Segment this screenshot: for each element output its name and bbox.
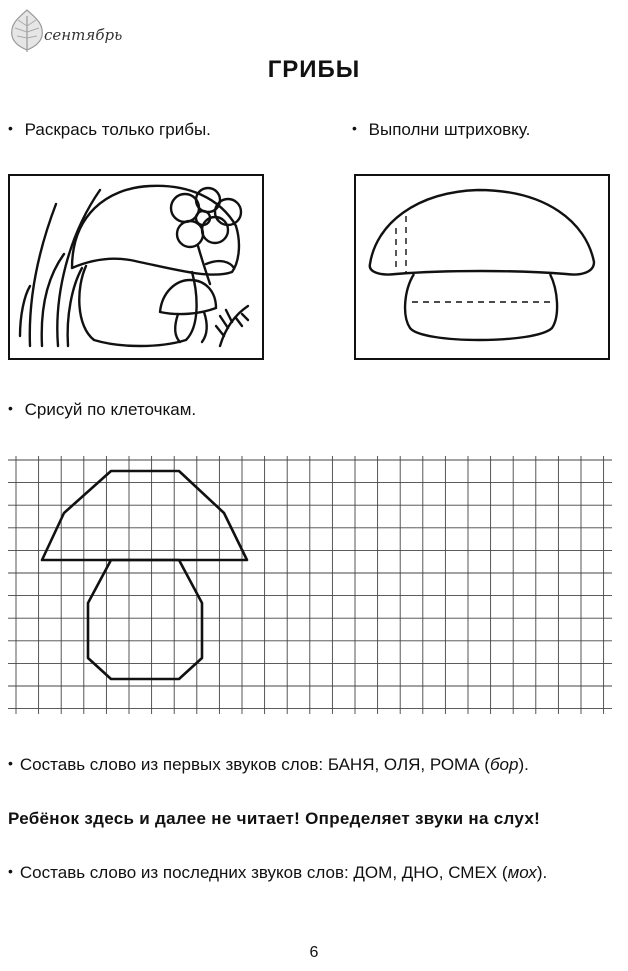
grid-mushroom-outline [42,471,247,679]
sound-task-last-close: ). [536,863,548,882]
page-title: ГРИБЫ [267,56,361,83]
mushroom-hatching-drawing [356,176,608,358]
sound-task-first-answer: бор [489,755,519,774]
sound-task-last-answer: мох [507,863,537,882]
sound-task-first-text: • Составь слово из первых звуков слов: БАНЯ, ОЛЯ, РОМА [8,755,480,774]
task-copy-by-grid-label: Срисуй по клеточкам. [24,400,197,419]
task-hatching [352,120,530,140]
mushroom-coloring-drawing [10,176,262,358]
sound-task-first-close: ). [518,755,529,774]
teacher-note: Ребёнок здесь и далее не читает! Определяет звуки на слух! [8,809,541,828]
sound-task-first-open: ( [484,755,490,774]
mushroom-hatching-picture [354,174,610,360]
task-color-mushrooms-label: Раскрась только грибы. [24,120,211,139]
page-number: 6 [309,944,319,961]
sound-task-first [8,752,620,778]
mushroom-coloring-picture [8,174,264,360]
leaf-icon [6,8,48,54]
task-copy-by-grid [8,400,196,420]
sound-task-last-text: • Составь слово из последних звуков слов: ДОМ, ДНО, СМЕХ [8,863,497,882]
drawing-grid [0,452,628,720]
task-color-mushrooms [8,120,211,140]
month-label: сентябрь [44,26,123,44]
sound-task-last-open: ( [501,863,508,882]
task-hatching-label: Выполни штриховку. [368,120,531,139]
sound-task-last [8,860,620,886]
